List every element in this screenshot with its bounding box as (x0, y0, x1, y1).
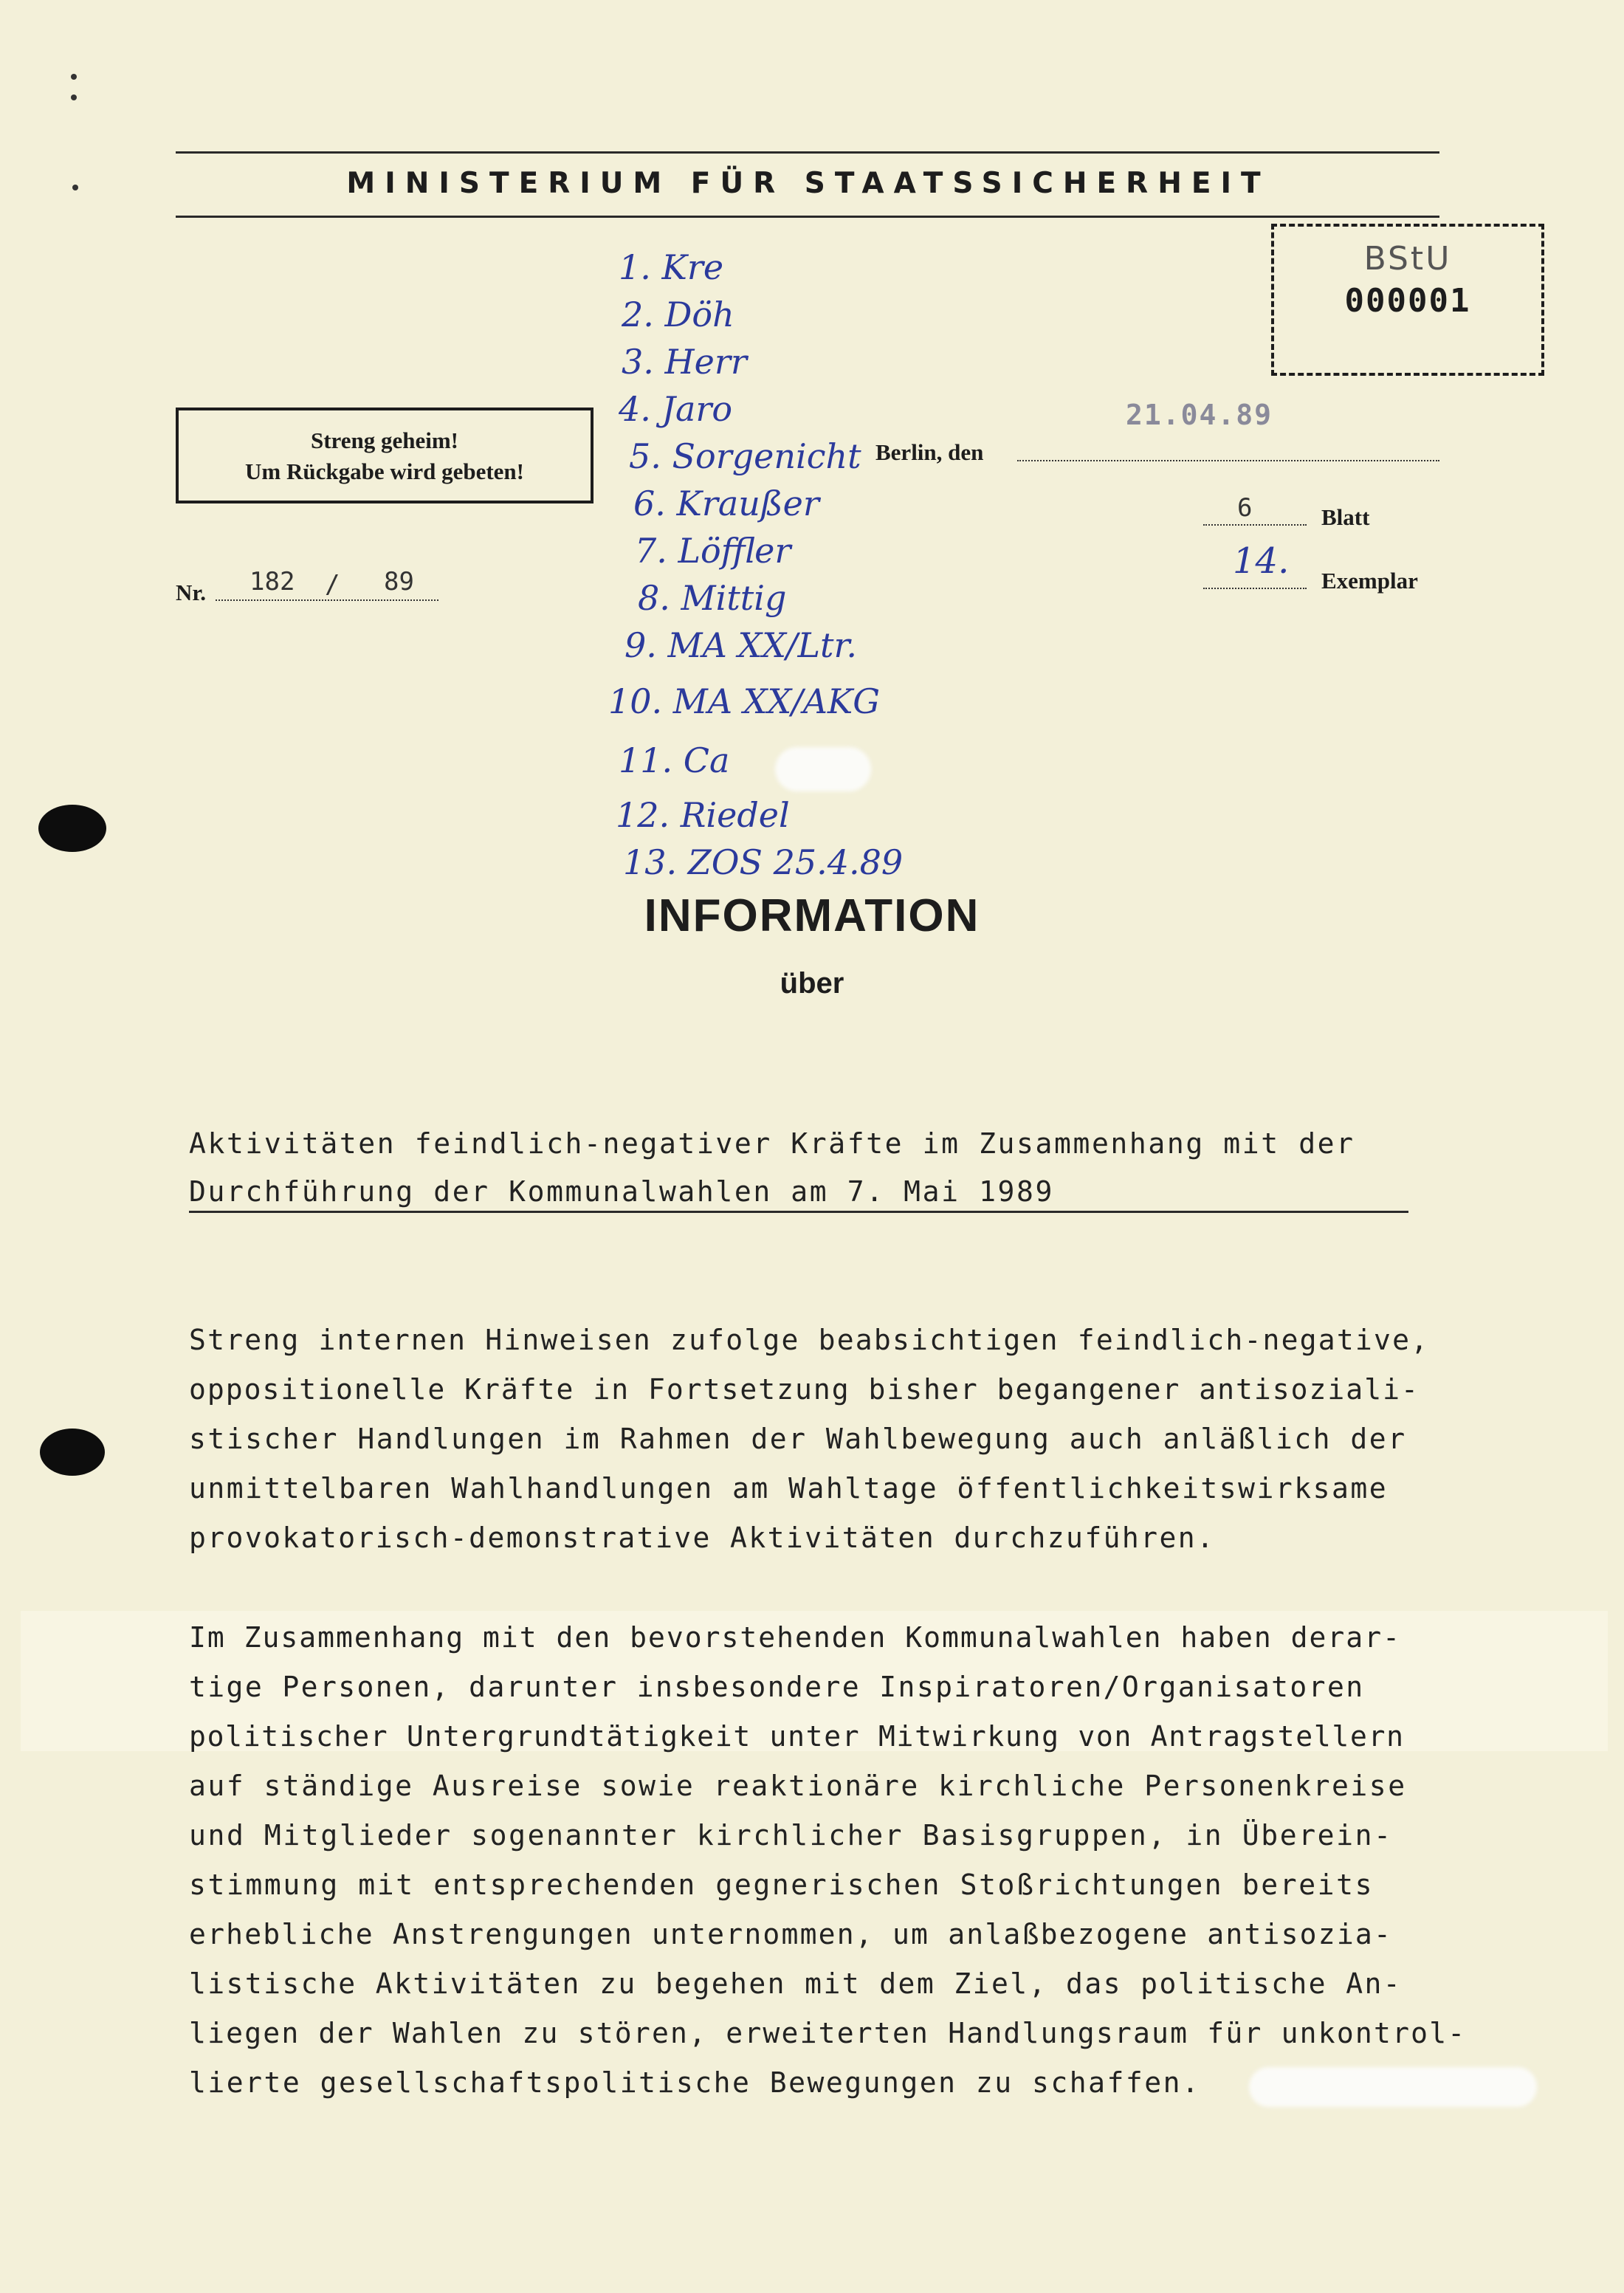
nr-separator: / (325, 570, 340, 599)
margin-mark (71, 74, 77, 80)
body-line: tige Personen, darunter insbesondere Inspiratoren/Organisatoren (189, 1671, 1365, 1703)
distribution-item: 6. Kraußer (633, 484, 819, 523)
body-line: liegen der Wahlen zu stören, erweiterten Handlungsraum für unkontrol- (189, 2017, 1467, 2049)
body-line: Streng internen Hinweisen zufolge beabsichtigen feindlich-negative, (189, 1324, 1430, 1356)
nr-value: 182 (250, 567, 295, 597)
document-title: INFORMATION (644, 890, 980, 941)
nr-label: Nr. (176, 580, 207, 605)
date-stamp: 21.04.89 (1126, 399, 1273, 431)
exemplar-value: 14. (1233, 540, 1290, 582)
body-line: Im Zusammenhang mit den bevorstehenden Kommunalwahlen haben derar- (189, 1621, 1401, 1654)
nr-year: 89 (384, 567, 414, 597)
distribution-item: 10. MA XX/AKG (608, 681, 881, 721)
place-label: Berlin, den (875, 439, 984, 465)
distribution-item: 2. Döh (622, 295, 734, 334)
body-line: stischer Handlungen im Rahmen der Wahlbewegung auch anläßlich der (189, 1423, 1407, 1455)
margin-mark (72, 185, 78, 190)
blatt-label: Blatt (1321, 504, 1370, 530)
redaction (1249, 2067, 1537, 2107)
blatt-value: 6 (1237, 493, 1253, 523)
exemplar-label: Exemplar (1321, 568, 1418, 594)
body-line: oppositionelle Kräfte in Fortsetzung bisher begangener antisoziali- (189, 1373, 1420, 1406)
redaction (775, 747, 871, 791)
margin-mark (71, 94, 77, 100)
punch-hole-mark (40, 1429, 105, 1476)
nr-dotted-line (216, 599, 438, 601)
ministry-heading: MINISTERIUM FÜR STAATSSICHERHEIT (346, 167, 1270, 200)
archive-stamp-label: BStU (1363, 240, 1452, 278)
classification-box (176, 408, 593, 503)
blatt-dotted-line (1203, 524, 1307, 526)
header-rule-bottom (176, 216, 1439, 218)
subject-underline (189, 1211, 1408, 1213)
distribution-item: 9. MA XX/Ltr. (625, 625, 858, 665)
body-line: und Mitglieder sogenannter kirchlicher Basisgruppen, in Überein- (189, 1819, 1393, 1852)
punch-hole-mark (38, 805, 106, 852)
exemplar-dotted-line (1203, 588, 1307, 589)
archive-stamp (1271, 224, 1544, 376)
body-line: stimmung mit entsprechenden gegnerischen Stoßrichtungen bereits (189, 1869, 1374, 1901)
body-line: lierte gesellschaftspolitische Bewegungen zu schaffen. (189, 2066, 1201, 2099)
archive-stamp-number: 000001 (1344, 282, 1471, 320)
distribution-item: 7. Löffler (635, 531, 791, 571)
distribution-item: 5. Sorgenicht (629, 436, 861, 476)
distribution-item: 12. Riedel (616, 795, 790, 835)
body-line: auf ständige Ausreise sowie reaktionäre kirchliche Personenkreise (189, 1770, 1407, 1802)
distribution-item: 3. Herr (622, 342, 747, 382)
body-line: erhebliche Anstrengungen unternommen, um anlaßbezogene antisozia- (189, 1918, 1393, 1950)
subject-line: Durchführung der Kommunalwahlen am 7. Mai 1989 (189, 1175, 1054, 1208)
classification-line-2: Um Rückgabe wird gebeten! (245, 458, 524, 484)
document-subtitle: über (780, 967, 844, 1000)
distribution-item: 8. Mittig (638, 578, 787, 618)
distribution-item: 4. Jaro (619, 389, 733, 429)
distribution-item: 1. Kre (619, 247, 724, 287)
header-rule-top (176, 151, 1439, 154)
date-dotted-line (1017, 460, 1439, 461)
body-line: provokatorisch-demonstrative Aktivitäten durchzuführen. (189, 1522, 1216, 1554)
subject-line: Aktivitäten feindlich-negativer Kräfte im Zusammenhang mit der (189, 1127, 1355, 1160)
distribution-item: 11. Ca (619, 740, 730, 780)
classification-line-1: Streng geheim! (310, 427, 459, 453)
body-line: unmittelbaren Wahlhandlungen am Wahltage öffentlichkeitswirksame (189, 1472, 1389, 1505)
body-line: listische Aktivitäten zu begehen mit dem Ziel, das politische An- (189, 1967, 1403, 2000)
distribution-item: 13. ZOS 25.4.89 (623, 842, 904, 882)
body-line: politischer Untergrundtätigkeit unter Mitwirkung von Antragstellern (189, 1720, 1405, 1753)
